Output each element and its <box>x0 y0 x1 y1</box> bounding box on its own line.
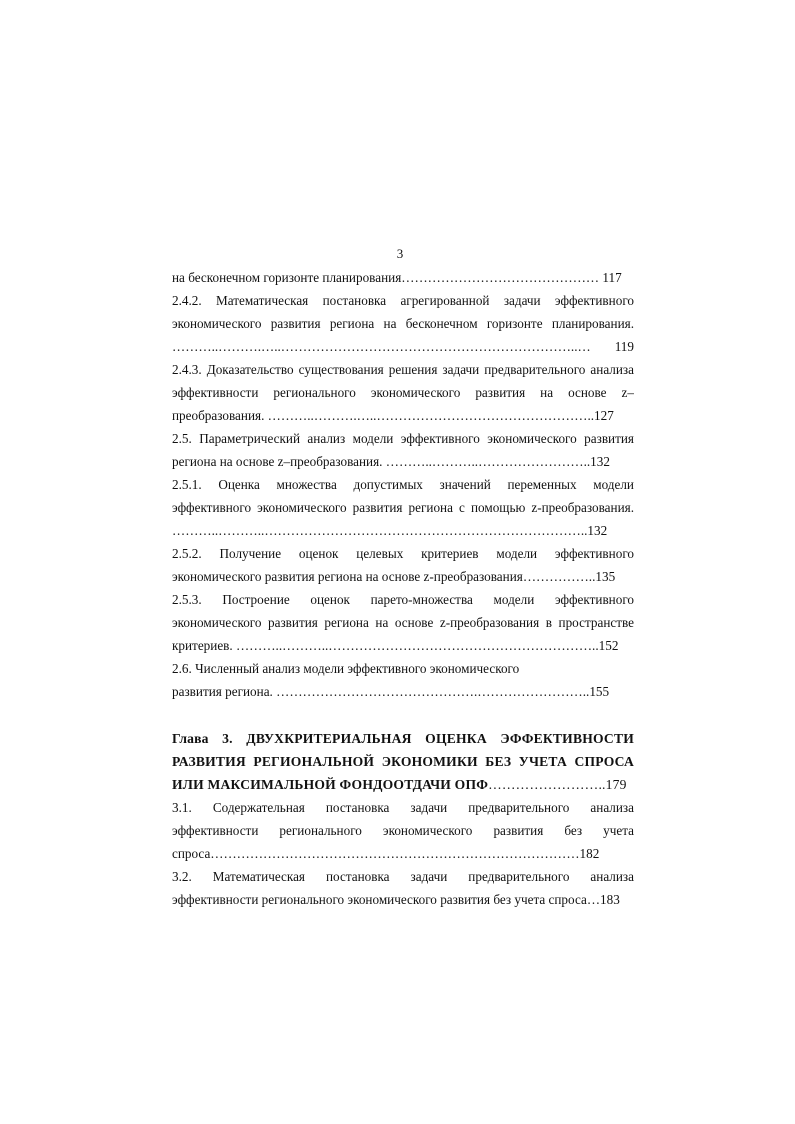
toc-line: 3.2. Математическая постановка задачи предварительного анализа <box>172 869 634 884</box>
toc-line: эффективного экономического развития региона с помощью z-преобразования. <box>172 500 634 515</box>
toc-chapter-3 <box>172 727 634 796</box>
toc-line: ………..………..………………………………………………………………..132 <box>172 523 608 538</box>
toc-entry-2-6 <box>172 657 634 703</box>
toc-page-number: 119 <box>614 339 634 354</box>
toc-line: экономического развития региона на бесконечном горизонте планирования. <box>172 316 634 331</box>
toc-entry-2-4-3 <box>172 358 634 427</box>
toc-line: 2.5.2. Получение оценок целевых критериев модели эффективного <box>172 546 634 561</box>
toc-line: 2.5.3. Построение оценок парето-множества модели эффективного <box>172 592 634 607</box>
toc-entry-3-1 <box>172 796 634 865</box>
toc-line: на бесконечном горизонте планирования……………………………………… 117 <box>172 270 622 285</box>
toc-entry-2-4-2 <box>172 289 634 358</box>
toc-line: экономического развития региона на основе z-преобразования в пространстве <box>172 615 634 630</box>
toc-line: эффективности регионального экономического развития без учета спроса…183 <box>172 892 620 907</box>
toc-line: эффективности регионального экономического развития на основе z– <box>172 385 634 400</box>
toc-entry-3-2 <box>172 865 634 911</box>
toc-line: 2.4.3. Доказательство существования решения задачи предварительного анализа <box>172 362 634 377</box>
toc-line: спроса…………………………………………………………………………182 <box>172 846 600 861</box>
toc-line <box>172 335 634 358</box>
toc-line: преобразования. ………..……….…..…………………………………………..127 <box>172 408 614 423</box>
toc-entry-2-5-2 <box>172 542 634 588</box>
toc-entry-117 <box>172 266 634 289</box>
toc-dots: ………..……….…..…………………………………………………………..… <box>172 339 591 354</box>
page-number: 3 <box>396 246 404 261</box>
toc-line: экономического развития региона на основе z-преобразования……………..135 <box>172 569 616 584</box>
toc-entry-2-5 <box>172 427 634 473</box>
chapter-title-line <box>172 773 634 796</box>
toc-line: 2.5. Параметрический анализ модели эффективного экономического развития <box>172 431 634 446</box>
toc-line: 3.1. Содержательная постановка задачи предварительного анализа <box>172 800 634 815</box>
chapter-title-text: ИЛИ МАКСИМАЛЬНОЙ ФОНДООТДАЧИ ОПФ <box>172 777 489 792</box>
chapter-title-line: РАЗВИТИЯ РЕГИОНАЛЬНОЙ ЭКОНОМИКИ БЕЗ УЧЕТА СПРОСА <box>172 754 634 769</box>
chapter-title-line: Глава 3. ДВУХКРИТЕРИАЛЬНАЯ ОЦЕНКА ЭФФЕКТИВНОСТИ <box>172 731 634 746</box>
toc-entry-2-5-3 <box>172 588 634 657</box>
toc-line: эффективности регионального экономического развития без учета <box>172 823 634 838</box>
toc-line: развития региона. ……………………………………….……………………..155 <box>172 684 610 699</box>
table-of-contents <box>172 266 634 911</box>
toc-line: 2.4.2. Математическая постановка агрегированной задачи эффективного <box>172 293 634 308</box>
toc-line: 2.6. Численный анализ модели эффективного экономического <box>172 661 520 676</box>
toc-entry-2-5-1 <box>172 473 634 542</box>
toc-line: 2.5.1. Оценка множества допустимых значений переменных модели <box>172 477 634 492</box>
toc-line: региона на основе z–преобразования. ………..………..……………………..132 <box>172 454 610 469</box>
toc-dots: ……………………..179 <box>488 777 627 792</box>
toc-line: критериев. ………..………..……………………………………………………..152 <box>172 638 619 653</box>
section-gap <box>172 703 634 715</box>
